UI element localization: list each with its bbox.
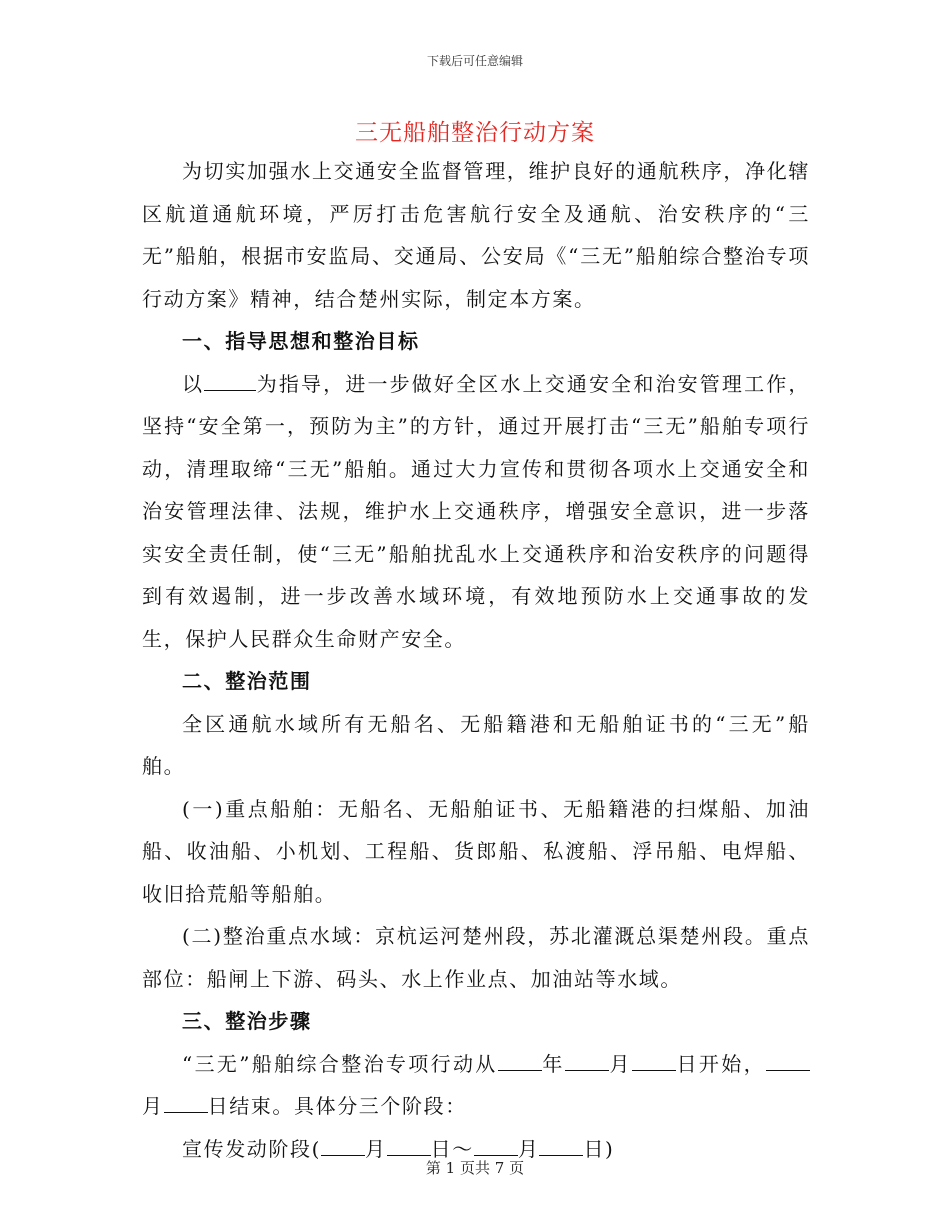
page-header: 下载后可任意编辑 bbox=[426, 54, 523, 68]
page-footer: 第 1 页共 7 页 bbox=[425, 1159, 525, 1177]
blank-underline bbox=[164, 1090, 208, 1113]
section-heading-2: 二、整治范围 bbox=[182, 669, 312, 693]
intro-paragraph: 为切实加强水上交通安全监督管理，维护良好的通航秩序，净化辖区航道通航环境，严厉打击危害航行安全及通航、治安秩序的“三无”船舶，根据市安监局、交通局、公安局《“三无”船舶综合整治专项行动方案》精神，结合楚州实际，制定本方案。 bbox=[142, 159, 810, 311]
schedule-text-4: 日开始， bbox=[675, 1051, 766, 1076]
blank-underline bbox=[632, 1048, 676, 1071]
guiding-text-rest: 为指导，进一步做好全区水上交通安全和治安管理工作，坚持“安全第一，预防为主”的方针，通过开展打击“三无”船舶专项行动，清理取缔“三无”船舶。通过大力宣传和贯彻各项水上交通安全和治安管理法律、法规，维护水上交通秩序，增强安全意识，进一步落实安全责任制，使“三无”船舶扰乱水上交通秩序和治安秩序的问题得到有效遏制，进一步改善水域环境，有效地预防水上交通事故的发生，保护人民群众生命财产安全。 bbox=[142, 371, 810, 651]
guiding-text-start: 以 bbox=[182, 371, 205, 396]
section-heading-3: 三、整治步骤 bbox=[182, 1009, 312, 1033]
blank-underline bbox=[498, 1048, 542, 1071]
blank-underline bbox=[474, 1133, 518, 1156]
blank-underline bbox=[766, 1048, 810, 1071]
phase-text-5: 日) bbox=[583, 1136, 615, 1161]
phase-text-1: 宣传发动阶段( bbox=[182, 1136, 322, 1161]
phase-text-3: 日～ bbox=[430, 1136, 474, 1161]
blank-underline bbox=[539, 1133, 583, 1156]
key-vessels-paragraph: (一)重点船舶：无船名、无船舶证书、无船籍港的扫煤船、加油船、收油船、小机划、工程船、货郎船、私渡船、浮吊船、电焊船、收旧拾荒船等船舶。 bbox=[142, 796, 810, 906]
schedule-text-2: 年 bbox=[541, 1051, 565, 1076]
key-waters-paragraph: (二)整治重点水域：京杭运河楚州段，苏北灌溉总渠楚州段。重点部位：船闸上下游、码头、水上作业点、加油站等水域。 bbox=[142, 924, 810, 991]
document-body bbox=[142, 150, 810, 1170]
blank-underline bbox=[565, 1048, 609, 1071]
blank-underline bbox=[321, 1133, 365, 1156]
phase-text-4: 月 bbox=[517, 1136, 540, 1161]
blank-underline bbox=[387, 1133, 431, 1156]
blank-underline bbox=[204, 368, 256, 391]
scope-paragraph: 全区通航水域所有无船名、无船籍港和无船舶证书的“三无”船舶。 bbox=[142, 711, 810, 778]
section-heading-1: 一、指导思想和整治目标 bbox=[182, 329, 420, 353]
schedule-text-5: 月 bbox=[142, 1094, 164, 1118]
schedule-text-6: 日结束。具体分三个阶段： bbox=[207, 1094, 467, 1118]
schedule-text-3: 月 bbox=[608, 1051, 632, 1076]
schedule-paragraph bbox=[142, 1043, 810, 1128]
document-title: 三无船舶整治行动方案 bbox=[355, 120, 595, 146]
schedule-text-1: “三无”船舶综合整治专项行动从 bbox=[182, 1051, 498, 1076]
phase-text-2: 月 bbox=[365, 1136, 387, 1161]
guiding-paragraph bbox=[142, 363, 810, 661]
